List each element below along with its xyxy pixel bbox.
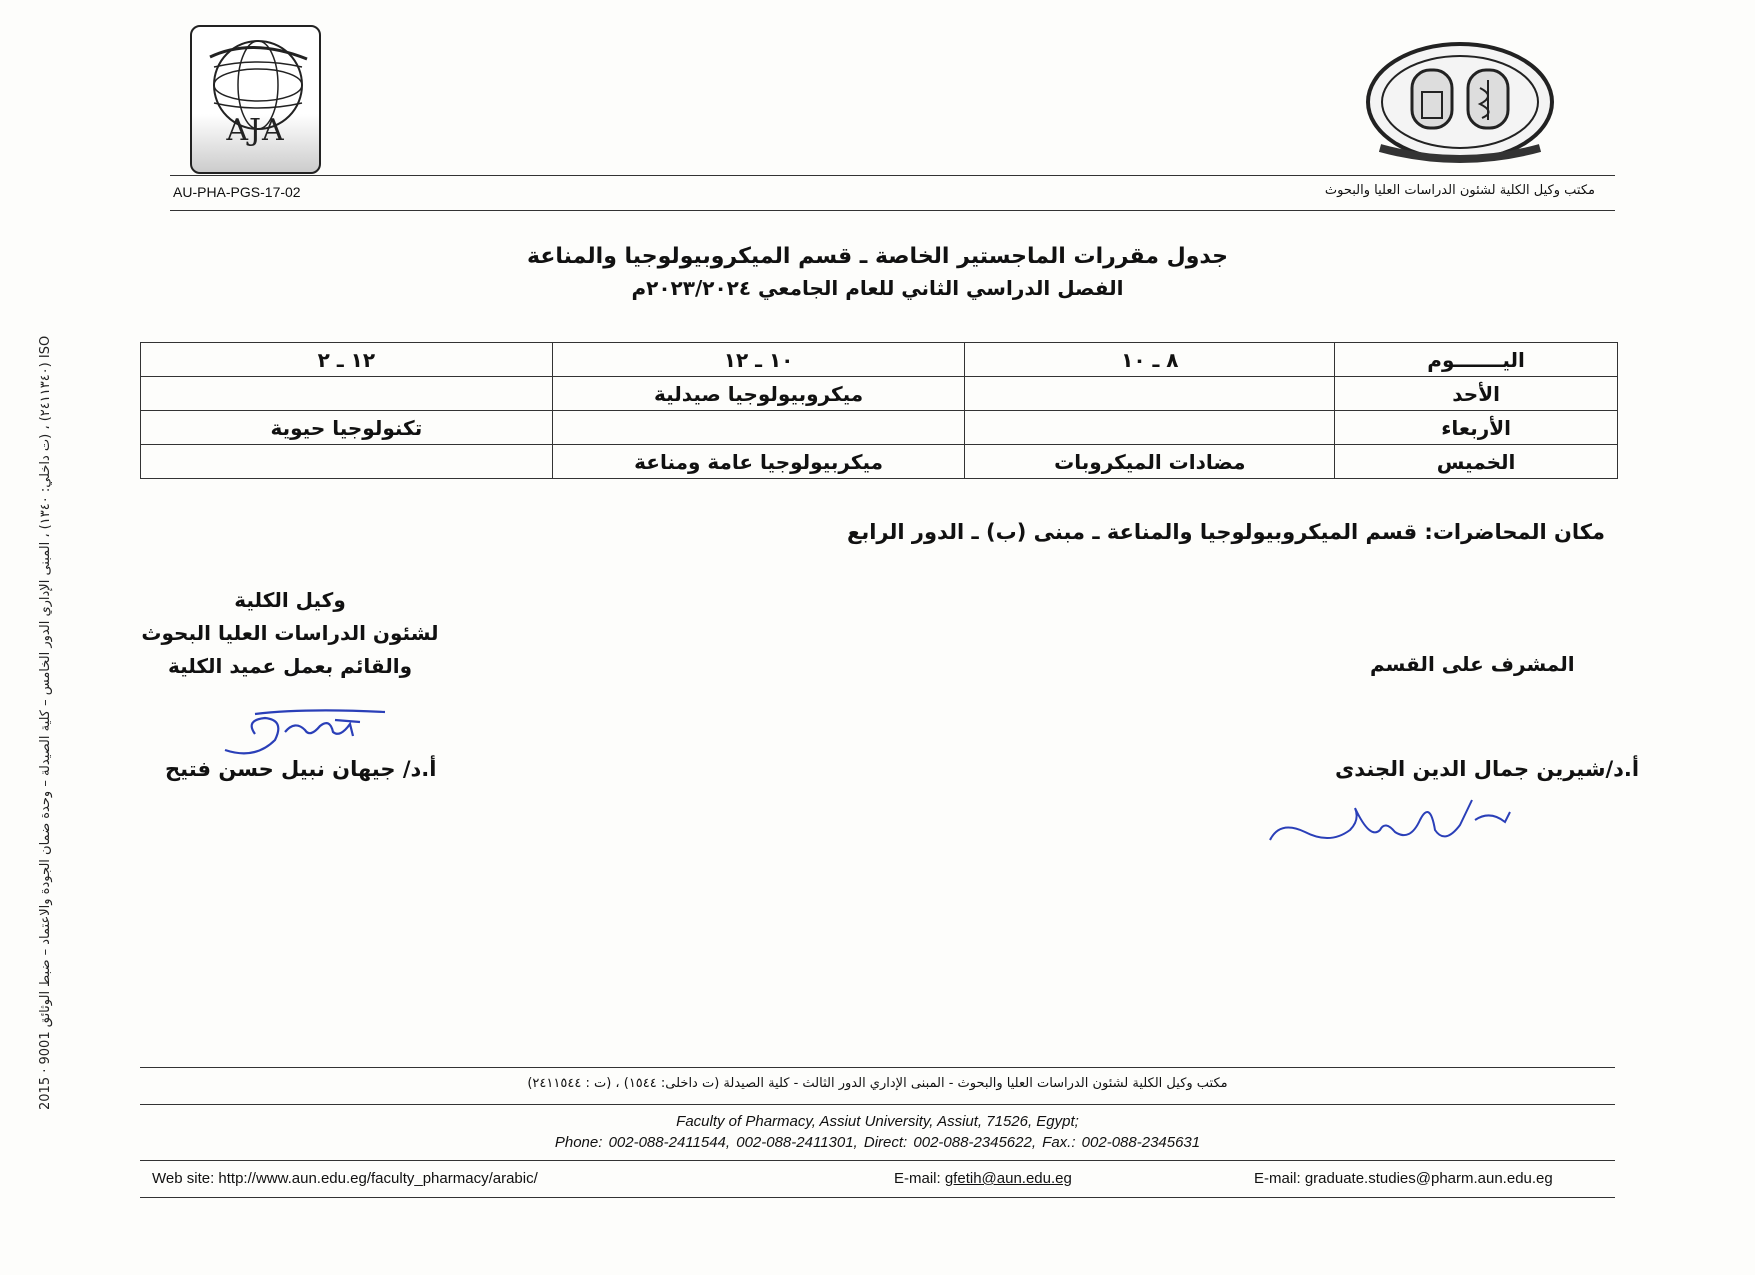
- supervisor-title: المشرف على القسم: [1370, 652, 1575, 676]
- email-label: E-mail:: [894, 1170, 945, 1187]
- vice-dean-title-line: لشئون الدراسات العليا البحوث: [141, 621, 439, 645]
- supervisor-signature: [1260, 790, 1530, 870]
- vice-dean-title: [130, 584, 450, 683]
- page-title: جدول مقررات الماجستير الخاصة ـ قسم الميكروبيولوجيا والمناعة: [527, 244, 1228, 269]
- table-row: [141, 411, 1618, 445]
- assiut-university-seal: [1360, 30, 1560, 170]
- table-header-row: [141, 343, 1618, 377]
- supervisor-name: أ.د/شيرين جمال الدين الجندى: [1335, 757, 1640, 781]
- page-subtitle: الفصل الدراسي الثاني للعام الجامعي ٢٠٢٣/٢٠٢٤م: [631, 276, 1124, 300]
- email-contact-2[interactable]: E-mail: graduate.studies@pharm.aun.edu.eg: [1254, 1170, 1553, 1187]
- course-cell: ميكربيولوجيا عامة ومناعة: [552, 445, 965, 479]
- day-cell: الخميس: [1335, 445, 1618, 479]
- aja-logo: [190, 25, 321, 174]
- vice-dean-name: أ.د/ جيهان نبيل حسن فتيح: [165, 757, 437, 781]
- schedule-table: [140, 342, 1618, 479]
- footer-office-line: مكتب وكيل الكلية لشئون الدراسات العليا والبحوث - المبنى الإداري الدور الثالث - كلية الصيدلة (ت داخلى: ١٥٤٤) ، (ت : ٢٤١١٥٤٤): [527, 1076, 1228, 1091]
- vice-dean-signature: [215, 700, 395, 762]
- side-margin-note: ISO (٢٤١١٣٤٠) ، (ت داخلي: ١٣٤٠) ، المبنى الإداري الدور الخامس – كلية الصيدلة – وحدة ضمان الجودة والاعتماد – ضبط الوثائق 9001 · 2015: [38, 335, 53, 1110]
- course-cell: مضادات الميكروبات: [965, 445, 1335, 479]
- vice-dean-title-line: وكيل الكلية: [234, 588, 346, 612]
- footer-rule-4: [140, 1197, 1615, 1198]
- header-rule-bottom: [170, 210, 1615, 211]
- header-cell-slot-12-2: ١٢ ـ ٢: [141, 343, 553, 377]
- office-header: مكتب وكيل الكلية لشئون الدراسات العليا والبحوث: [1324, 183, 1595, 198]
- table-row: [141, 445, 1618, 479]
- table-row: [141, 377, 1618, 411]
- course-cell: [141, 377, 553, 411]
- course-cell: [141, 445, 553, 479]
- footer-rule-2: [140, 1104, 1615, 1105]
- footer-rule-3: [140, 1160, 1615, 1161]
- header-cell-slot-10-12: ١٠ ـ ١٢: [552, 343, 965, 377]
- day-cell: الأربعاء: [1335, 411, 1618, 445]
- document-code: AU-PHA-PGS-17-02: [173, 184, 301, 200]
- lecture-venue: مكان المحاضرات: قسم الميكروبيولوجيا والمناعة ـ مبنى (ب) ـ الدور الرابع: [846, 520, 1605, 544]
- course-cell: [965, 411, 1335, 445]
- course-cell: [552, 411, 965, 445]
- footer-phone-numbers: Phone: 002-088-2411544, 002-088-2411301, Direct: 002-088-2345622, Fax.: 002-088-2345631: [554, 1134, 1201, 1151]
- aja-logo-text: AJA: [226, 113, 285, 148]
- vice-dean-title-line: والقائم بعمل عميد الكلية: [167, 654, 413, 678]
- course-cell: تكنولوجيا حيوية: [141, 411, 553, 445]
- email-contact-1: [894, 1170, 1072, 1187]
- website-link[interactable]: Web site: http://www.aun.edu.eg/faculty_pharmacy/arabic/: [152, 1170, 538, 1187]
- header-cell-slot-8-10: ٨ ـ ١٠: [965, 343, 1335, 377]
- footer-rule-1: [140, 1067, 1615, 1068]
- email-link[interactable]: gfetih@aun.edu.eg: [944, 1170, 1072, 1187]
- course-cell: ميكروبيولوجيا صيدلية: [552, 377, 965, 411]
- footer-faculty-address: Faculty of Pharmacy, Assiut University, Assiut, 71526, Egypt;: [676, 1113, 1079, 1130]
- day-cell: الأحد: [1335, 377, 1618, 411]
- course-cell: [965, 377, 1335, 411]
- header-cell-day: اليـــــــوم: [1335, 343, 1618, 377]
- header-rule-top: [170, 175, 1615, 176]
